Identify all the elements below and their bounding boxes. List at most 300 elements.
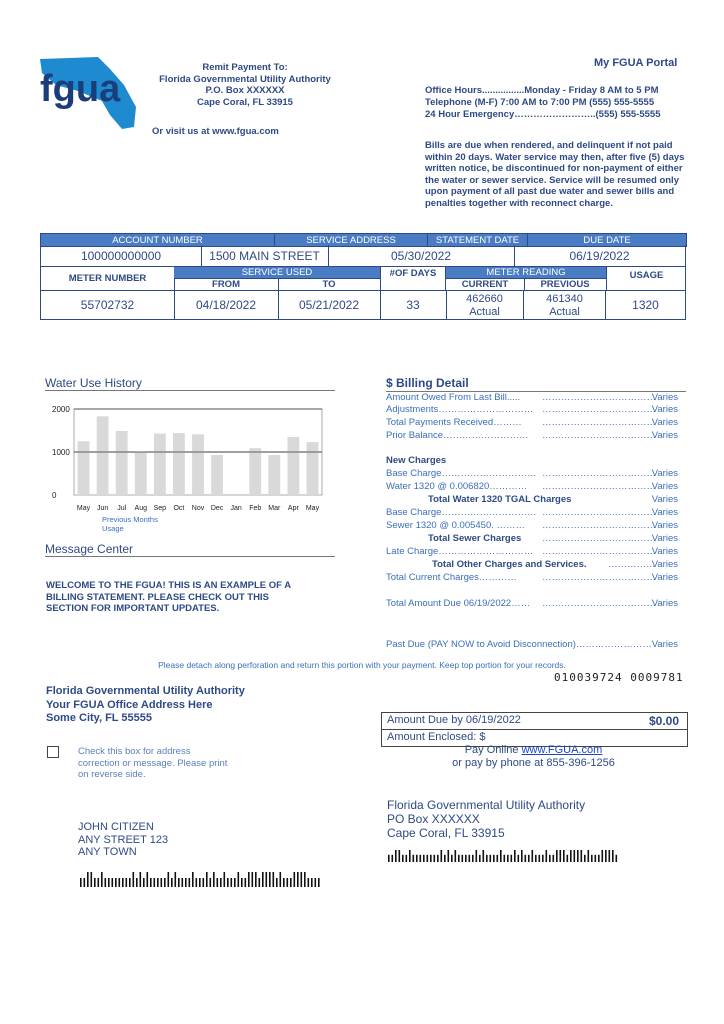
barcode-bar [413,855,415,862]
barcode-bar [458,855,460,862]
amount-enclosed-field[interactable]: Amount Enclosed: $ [387,731,486,743]
office-address-line: Your FGUA Office Address Here [46,698,213,711]
barcode-bar [273,872,275,887]
barcode-bar [437,855,439,862]
barcode-bar [469,855,471,862]
barcode-bar [301,872,303,887]
barcode-bar [192,872,194,887]
barcode-bar [430,855,432,862]
barcode-bar [528,855,530,862]
chart-bar [154,434,166,495]
barcode-bar [196,878,198,887]
chart-bar [249,448,261,495]
barcode-bar [318,878,320,887]
barcode-bar [448,850,450,862]
account-details [40,245,686,320]
customer-address [78,821,168,859]
billing-row-value: Varies [651,481,678,492]
billing-row-value: Varies [651,559,678,570]
water-use-chart-svg [44,395,334,530]
usage-header: USAGE [606,266,686,291]
barcode-bar [185,878,187,887]
billing-row-label: Total Payments Received……… [386,417,522,428]
barcode-bar [245,878,247,887]
chart-x-tick: Nov [191,505,205,512]
billing-row-leader: ……………………………… [542,598,656,609]
customer-line: ANY TOWN [78,846,137,858]
barcode-bar [241,878,243,887]
chart-bar [307,442,319,495]
barcode-bar [171,878,173,887]
billing-row-label: Amount Owed From Last Bill..... [386,392,521,403]
billing-row-value: Varies [651,572,678,583]
billing-row-label: Water 1320 @ 0.006820………… [386,481,528,492]
account-number-value: 100000000000 [41,245,202,266]
chart-x-tick: Jun [96,505,109,512]
billing-row-label: Adjustments………………………… [386,404,534,415]
barcode-bar [521,850,523,862]
micr-line: 010039724 0009781 [554,671,684,684]
barcode-bar [612,850,614,862]
barcode-bar [304,872,306,887]
fgua-website-link[interactable]: www.FGUA.com [521,744,603,756]
svg-text:GOVERNMENTAL: GOVERNMENTAL [84,116,111,120]
barcode-bar [129,878,131,887]
account-number-header: ACCOUNT NUMBER [41,234,275,247]
barcode-bar [189,878,191,887]
chart-caption [102,515,158,533]
svg-text:UTILITY AUTHORITY: UTILITY AUTHORITY [84,120,115,124]
billing-row [386,417,686,429]
amount-due-row [382,713,687,730]
delinquency-notice: Bills are due when rendered, and delinquent if not paid within 20 days. Water service may then, after five (5) days written notice, be discontinued for non-payment of either the water or sewer service. Service will be resumed only upon payment of all past due water and sewer bills and penalties together with reconnect charge. [425,140,685,209]
barcode-bar [308,878,310,887]
billing-row-label: Prior Balance……………………… [386,430,529,441]
barcode-bar [616,855,618,862]
barcode-bar [595,855,597,862]
hours-line: Office Hours................Monday - Friday 8 AM to 5 PM [425,85,659,96]
barcode-bar [122,878,124,887]
days-value: 33 [380,290,447,320]
chart-x-tick: Apr [287,505,299,512]
barcode-bar [497,855,499,862]
barcode-bar [553,855,555,862]
billing-row-leader: ……………………………… [542,404,656,415]
barcode-bar [101,872,103,887]
barcode-bar [276,878,278,887]
chart-x-tick: Jul [117,505,127,512]
billing-row-leader: ……………………………… [542,572,656,583]
payee-line: Cape Coral, FL 33915 [387,826,505,840]
billing-row-label: Total Other Charges and Services. [432,559,587,570]
barcode-bar [451,855,453,862]
barcode-bar [602,850,604,862]
barcode-bar [581,850,583,862]
barcode-bar [315,878,317,887]
barcode-bar [126,878,128,887]
billing-row-label: Sewer 1320 @ 0.005450. ……… [386,520,526,531]
fgua-office-address [46,685,245,726]
current-reading-value: 462660 [466,293,503,305]
barcode-bar [539,855,541,862]
billing-row [386,559,686,571]
address-correction-checkbox[interactable] [47,746,59,758]
fgua-logo [38,55,140,131]
chart-x-tick: Aug [134,505,148,512]
chart-bar [287,437,299,495]
billing-row-value: Varies [651,533,678,544]
barcode-bar [532,850,534,862]
billing-row-value: Varies [651,417,678,428]
barcode-bar [108,878,110,887]
barcode-bar [133,872,135,887]
chart-x-tick: Mar [268,505,281,512]
previous-reading [524,290,606,319]
barcode-bar [388,855,390,862]
billing-row-label: Late Charge………………………… [386,546,534,557]
barcode-bar [525,855,527,862]
billing-row-label: Base Charge………………………… [386,507,537,518]
billing-row [386,546,686,558]
pay-online-line [381,744,686,757]
billing-row-value: Varies [651,404,678,415]
barcode-bar [465,855,467,862]
chart-y-tick: 1000 [52,448,70,457]
billing-row [386,572,686,584]
barcode-bar [224,872,226,887]
barcode-bar [227,878,229,887]
message-center-title: Message Center [45,542,335,557]
barcode-bar [455,850,457,862]
previous-header: PREVIOUS [524,278,607,291]
barcode-bar [402,855,404,862]
barcode-bar [605,850,607,862]
barcode-bar [434,855,436,862]
customer-line: ANY STREET 123 [78,833,169,846]
barcode-bar [518,855,520,862]
barcode-bar [255,872,257,887]
barcode-bar [94,878,96,887]
barcode-bar [161,878,163,887]
barcode-bar [203,878,205,887]
barcode-bar [87,872,89,887]
billing-row-leader: ……………………………… [542,533,656,544]
from-date-value: 04/18/2022 [174,290,279,320]
barcode-bar [427,855,429,862]
barcode-bar [479,855,481,862]
logo-text: fgua [40,68,121,110]
barcode-bar [266,872,268,887]
barcode-bar [577,850,579,862]
meter-number-value: 55702732 [41,290,175,320]
visit-website-text: Or visit us at www.fgua.com [152,126,279,137]
barcode-bar [392,855,394,862]
barcode-bar [297,872,299,887]
message-center-text: WELCOME TO THE FGUA! THIS IS AN EXAMPLE OF A BILLING STATEMENT. PLEASE CHECK OUT THIS SECTION FOR IMPORTANT UPDATES. [46,580,291,614]
statement-date-value: 05/30/2022 [328,245,515,266]
billing-row-leader: ……………………………… [542,417,656,428]
office-hours [425,85,660,121]
billing-row-value: Varies [651,520,678,531]
barcode-bar [570,850,572,862]
billing-row-label: Total Water 1320 TGAL Charges [428,494,572,505]
barcode-bar [231,878,233,887]
chart-bar [268,455,280,495]
barcode-bar [217,878,219,887]
chart-y-tick: 0 [52,491,57,500]
billing-row-value: Varies [651,598,678,609]
chart-x-tick: Dec [210,505,224,512]
billing-row-leader: ……………………………… [542,392,656,403]
chart-x-tick: Feb [249,505,262,512]
barcode-bar [514,850,516,862]
hours-line: 24 Hour Emergency……………………..(555) 555-5555 [425,109,661,120]
billing-row [386,520,686,532]
barcode-bar [80,878,82,887]
chart-x-tick: Jan [230,505,242,512]
chart-bar [211,455,223,495]
barcode-bar [406,855,408,862]
checkbox-instructions: Check this box for address correction or message. Please print on reverse side. [78,746,228,780]
previous-reading-type: Actual [549,306,580,318]
barcode-bar [420,855,422,862]
current-reading-type: Actual [469,306,500,318]
from-header: FROM [174,278,279,291]
chart-bar [97,416,109,495]
barcode-bar [500,850,502,862]
barcode-bar [213,872,215,887]
barcode-bar [546,850,548,862]
barcode-bar [283,878,285,887]
chart-bar [135,452,147,495]
billing-row [386,639,686,651]
barcode-bar [556,850,558,862]
payee-line: PO Box XXXXXX [387,812,480,826]
office-address-line: Some City, FL 55555 [46,712,152,724]
barcode-bar [563,850,565,862]
payee-line: Florida Governmental Utility Authority [387,798,586,812]
chart-caption-line: Usage [102,524,124,533]
remit-address [150,62,340,108]
amount-due-value: $0.00 [648,714,679,728]
barcode-bar [423,855,425,862]
billing-detail [386,376,686,650]
barcode-bar [399,850,401,862]
billing-row-value: Varies [651,468,678,479]
billing-row [386,430,686,442]
barcode-bar [416,855,418,862]
service-address-header: SERVICE ADDRESS [275,234,428,247]
chart-caption-line: Previous Months [102,515,158,524]
barcode-bar [584,855,586,862]
barcode-bar [98,878,100,887]
barcode-bar [269,872,271,887]
barcode-bar [147,872,149,887]
billing-row [386,494,686,506]
barcode-bar [504,855,506,862]
barcode-bar [598,855,600,862]
billing-row-label: Past Due (PAY NOW to Avoid Disconnection)…………………… [386,639,652,650]
barcode-bar [294,872,296,887]
barcode-bar [210,878,212,887]
billing-row [386,468,686,480]
billing-detail-title: $ Billing Detail [386,376,686,392]
barcode-bar [115,878,117,887]
barcode-bar [119,878,121,887]
barcode-bar [493,855,495,862]
chart-x-tick: May [305,505,320,512]
chart-x-tick: May [76,505,91,512]
billing-row [386,533,686,545]
barcode-bar [287,878,289,887]
svg-text:FLORIDA: FLORIDA [84,112,98,116]
barcode-bar [168,872,170,887]
barcode-bar [91,872,93,887]
barcode-bar [280,872,282,887]
billing-row [386,598,686,610]
payee-address [387,798,585,840]
usage-value: 1320 [606,290,685,320]
amount-due-box [381,712,688,747]
barcode-bar [206,872,208,887]
billing-row [386,481,686,493]
current-header: CURRENT [446,278,525,291]
remit-line: Florida Governmental Utility Authority [159,73,331,85]
remit-heading: Remit Payment To: [202,62,288,73]
hours-line: Telephone (M-F) 7:00 AM to 7:00 PM (555) 555-5555 [425,97,655,108]
portal-title[interactable]: My FGUA Portal [594,57,678,69]
barcode-bar [591,855,593,862]
billing-row-label: Base Charge………………………… [386,468,537,479]
barcode-bar [311,878,313,887]
payee-postal-barcode [388,850,628,869]
barcode-bar [409,850,411,862]
barcode-bar [444,855,446,862]
billing-row-leader: ……………………………… [542,546,656,557]
billing-row-leader: ……………………………… [542,430,656,441]
remit-line: P.O. Box XXXXXX [205,85,285,96]
barcode-bar [441,850,443,862]
chart-bar [116,431,128,495]
billing-row-leader: …………… [608,559,656,570]
to-header: TO [278,278,381,291]
due-date-value: 06/19/2022 [569,249,630,263]
barcode-bar [252,872,254,887]
chart-x-tick: Oct [173,505,185,512]
barcode-bar [164,878,166,887]
barcode-bar [483,850,485,862]
billing-row-value: Varies [651,430,678,441]
barcode-bar [472,855,474,862]
barcode-bar [182,878,184,887]
billing-row-value: Varies [651,639,678,650]
barcode-bar [238,872,240,887]
barcode-bar [175,872,177,887]
barcode-bar [535,855,537,862]
customer-line: JOHN CITIZEN [78,821,154,833]
barcode-bar [259,878,261,887]
barcode-bar [178,878,180,887]
barcode-bar [84,878,86,887]
billing-row-value: Varies [651,494,678,505]
remit-line: Cape Coral, FL 33915 [197,96,293,108]
barcode-bar [112,878,114,887]
chart-y-tick: 2000 [52,405,70,414]
barcode-bar [490,855,492,862]
service-used-header: SERVICE USED [174,266,380,279]
barcode-bar [234,878,236,887]
water-use-chart [44,395,334,530]
billing-row-label: New Charges [386,455,447,466]
barcode-bar [609,850,611,862]
billing-row-value: Varies [651,546,678,557]
barcode-bar [136,878,138,887]
barcode-bar [511,855,513,862]
barcode-bar [462,855,464,862]
barcode-bar [486,855,488,862]
billing-row-leader: ……………………………… [542,468,656,479]
barcode-bar [248,872,250,887]
water-use-history-title: Water Use History [45,376,335,391]
barcode-bar [157,878,159,887]
billing-row-label: Total Sewer Charges [428,533,522,544]
billing-row-label: Total Current Charges………… [386,572,517,583]
billing-row-leader: ……………………………… [542,507,656,518]
billing-row-value: Varies [651,507,678,518]
chart-x-tick: Sep [153,505,167,512]
billing-row-value: Varies [651,392,678,403]
previous-reading-value: 461340 [546,293,583,305]
meter-reading-header: METER READING [446,266,606,279]
statement-date-header: STATEMENT DATE [428,234,528,247]
amount-due-label: Amount Due by 06/19/2022 [387,714,521,726]
barcode-bar [574,850,576,862]
billing-row [386,404,686,416]
meter-number-header: METER NUMBER [41,266,175,291]
barcode-bar [588,850,590,862]
payment-options [381,744,686,770]
barcode-bar [220,878,222,887]
pay-by-phone: or pay by phone at 855-396-1256 [452,757,615,769]
barcode-bar [154,878,156,887]
current-reading [446,290,524,319]
chart-bar [192,434,204,495]
to-date-value: 05/21/2022 [278,290,381,320]
chart-bar [78,441,90,495]
barcode-bar [542,855,544,862]
billing-row [386,507,686,519]
pay-online-prefix: Pay Online [464,744,522,756]
barcode-bar [560,850,562,862]
billing-row [386,455,686,467]
barcode-bar [507,855,509,862]
office-address-line: Florida Governmental Utility Authority [46,685,245,697]
barcode-bar [476,850,478,862]
customer-postal-barcode [80,872,325,893]
barcode-bar [549,855,551,862]
barcode-bar [290,878,292,887]
barcode-bar [150,878,152,887]
chart-bar [173,433,185,495]
barcode-bar [567,855,569,862]
barcode-bar [262,872,264,887]
barcode-bar [143,878,145,887]
barcode-bar [199,878,201,887]
days-header: #OF DAYS [380,266,446,290]
billing-row-label: Total Amount Due 06/19/2022…… [386,598,531,609]
billing-row-leader: ……………………………… [542,520,656,531]
barcode-bar [140,872,142,887]
